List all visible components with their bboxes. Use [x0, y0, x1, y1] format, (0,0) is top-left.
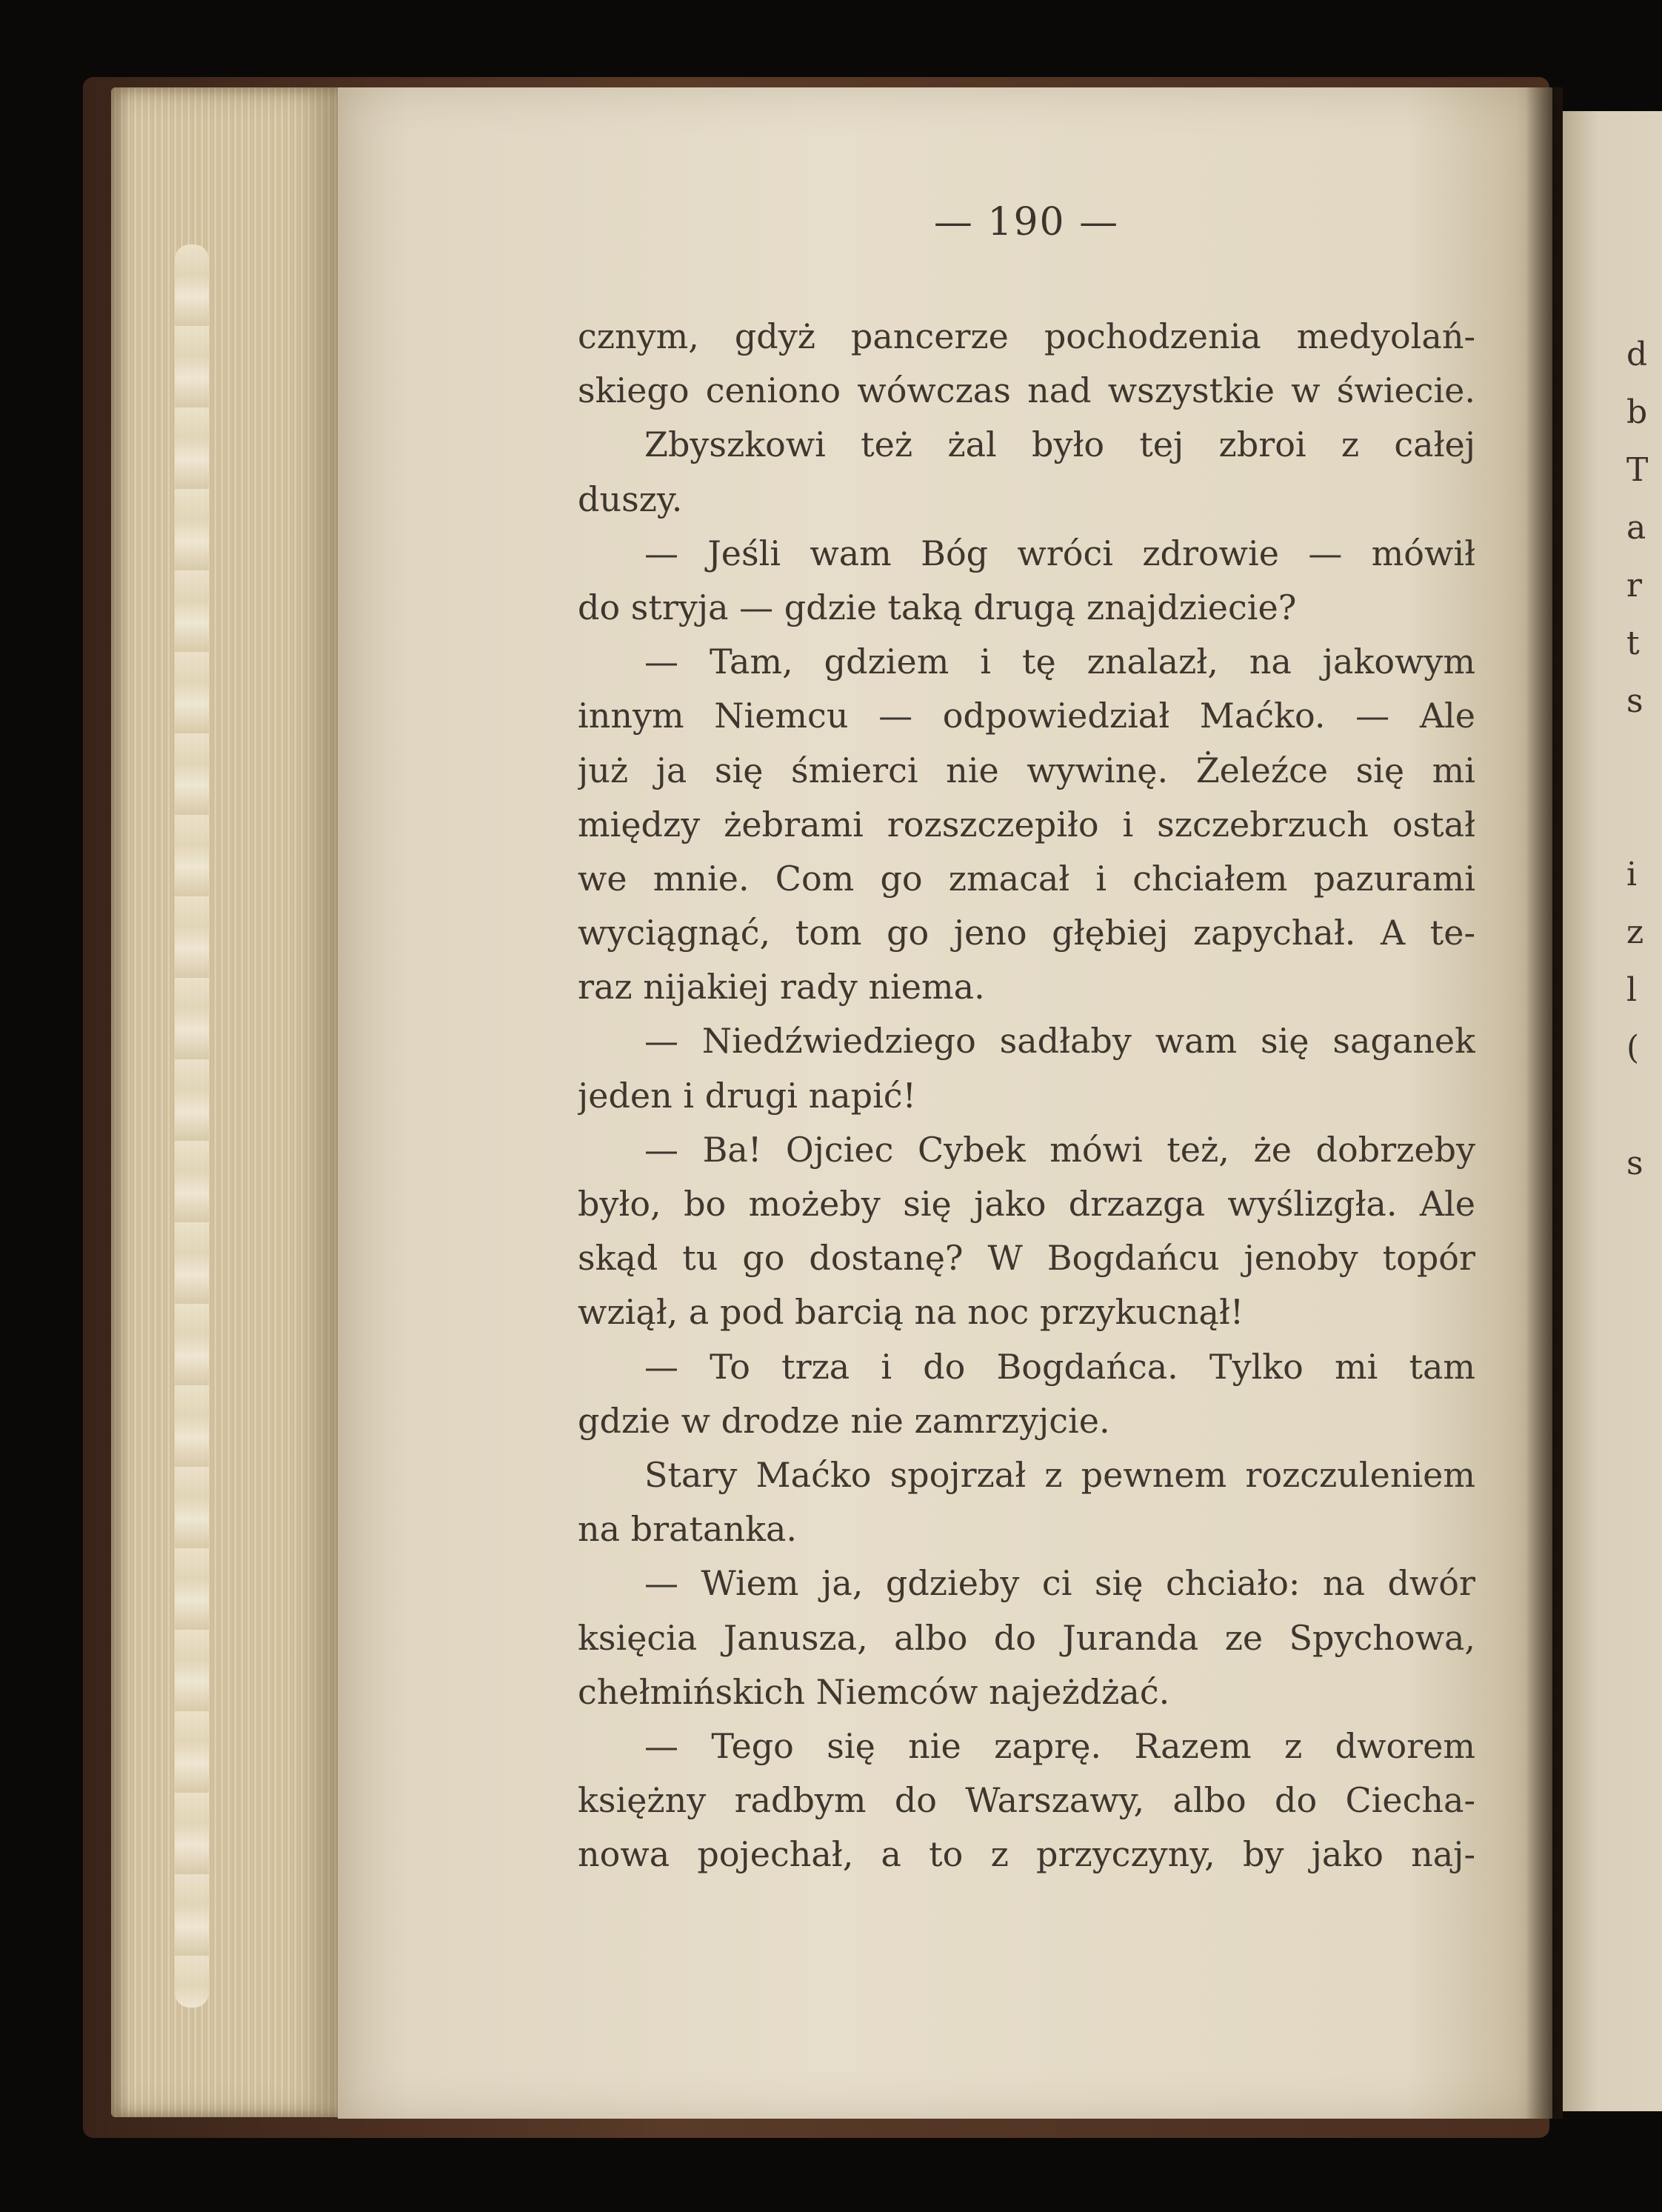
text-line: już ja się śmierci nie wywinę. Żeleźce się mi — [578, 750, 1475, 790]
text-line: — To trza i do Bogdańca. Tylko mi tam — [644, 1346, 1475, 1387]
text-line: raz nijakiej rady niema. — [578, 967, 985, 1007]
facing-letter — [1626, 1077, 1662, 1135]
facing-letter: s — [1626, 1145, 1643, 1182]
text-line: jeden i drugi napić! — [578, 1075, 917, 1116]
text-line: między żebrami rozszczepiło i szczebrzuch ostał — [578, 804, 1475, 845]
text-line: — Tam, gdziem i tę znalazł, na jakowym — [644, 642, 1475, 682]
text-line: Zbyszkowi też żal było tej zbroi z całej — [644, 424, 1475, 465]
page-number: — 190 — — [933, 200, 1120, 244]
facing-letter — [1626, 730, 1662, 788]
text-line: — Ba! Ojciec Cybek mówi też, że dobrzeby — [644, 1129, 1475, 1170]
text-line: do stryja — gdzie taką drugą znajdziecie? — [578, 587, 1297, 627]
text-line: — Jeśli wam Bóg wróci zdrowie — mówił — [644, 533, 1475, 573]
text-line: księżny radbym do Warszawy, albo do Ciecha- — [578, 1780, 1475, 1821]
text-line: — Niedźwiedziego sadłaby wam się saganek — [644, 1021, 1475, 1062]
text-line: cznym, gdyż pancerze pochodzenia medyolań- — [578, 316, 1475, 356]
facing-letter: t — [1626, 624, 1640, 662]
facing-letter: T — [1626, 451, 1649, 489]
text-line: we mnie. Com go zmacał i chciałem pazurami — [578, 858, 1475, 899]
torn-page-edge — [175, 244, 209, 2008]
facing-letter: z — [1626, 913, 1644, 951]
text-line: skąd tu go dostanę? W Bogdańcu jenoby topór — [578, 1238, 1475, 1279]
facing-letter: i — [1626, 856, 1638, 893]
facing-letter — [1626, 788, 1662, 846]
page-edges — [111, 87, 341, 2117]
text-line: Stary Maćko spojrzał z pewnem rozczuleniem — [644, 1454, 1475, 1495]
facing-letter: a — [1626, 509, 1646, 547]
facing-letter: ( — [1626, 1029, 1640, 1067]
text-line: chełmińskich Niemców najeżdżać. — [578, 1671, 1170, 1712]
text-line: — Wiem ja, gdzieby ci się chciało: na dwór — [644, 1563, 1475, 1604]
page-text — [578, 310, 1475, 1882]
facing-page-letters — [1626, 326, 1662, 1193]
text-line: duszy. — [578, 479, 683, 519]
text-line: wyciągnąć, tom go jeno głębiej zapychał. A te- — [578, 913, 1475, 953]
text-line: nowa pojechał, a to z przyczyny, by jako naj- — [578, 1834, 1475, 1875]
text-line: innym Niemcu — odpowiedział Maćko. — Ale — [578, 696, 1475, 736]
facing-letter: r — [1626, 567, 1643, 604]
text-line: było, bo możeby się jako drzazga wyślizgła. Ale — [578, 1184, 1475, 1224]
text-line: — Tego się nie zaprę. Razem z dworem — [644, 1725, 1475, 1766]
text-line: na bratanka. — [578, 1509, 797, 1550]
text-line: gdzie w drodze nie zamrzyjcie. — [578, 1400, 1110, 1441]
text-line: księcia Janusza, albo do Juranda ze Spychowa, — [578, 1617, 1475, 1658]
text-line: skiego ceniono wówczas nad wszystkie w świecie. — [578, 370, 1475, 411]
facing-letter: d — [1626, 336, 1648, 373]
facing-letter: s — [1626, 682, 1643, 720]
facing-letter: l — [1626, 971, 1638, 1009]
text-line: wziął, a pod barcią na noc przykucnął! — [578, 1292, 1244, 1333]
page-gutter-shadow — [1526, 87, 1563, 2119]
facing-letter: b — [1626, 393, 1648, 431]
